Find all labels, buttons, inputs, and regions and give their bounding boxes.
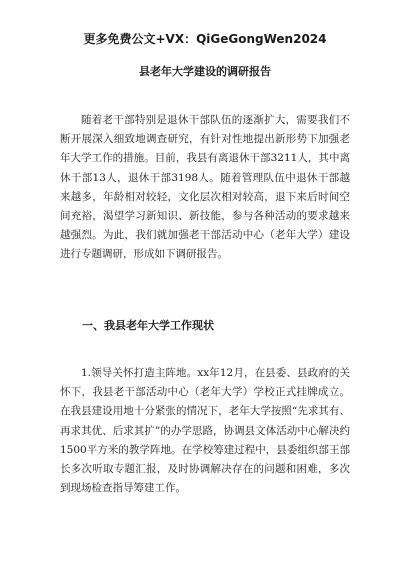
document-title: 县老年大学建设的调研报告 bbox=[139, 65, 271, 78]
section-heading: 一、我县老年大学工作现状 bbox=[82, 319, 214, 332]
promo-header: 更多免费公文+VX：QiGeGongWen2024 bbox=[83, 32, 327, 46]
intro-paragraph: 随着老干部特别是退休干部队伍的逐渐扩大，需要我们不断开展深入细致地调查研究，有针对性地提出新形势下加强老年大学工作的措施。目前，我县有离退休干部3211人，其中离休干部13人，退休干部3198人。随着管理队伍中退休干部越来越多，年龄相对较轻，文化层次相对较高，退下来后时间空间充裕，渴望学习新知识、新技能，参与各种活动的要求越来越强烈。为此，我们就加强老干部活动中心（老年大学）建设进行专题调研，形成如下调研报告。 bbox=[60, 114, 350, 261]
section-paragraph: 1.领导关怀打造主阵地。xx年12月，在县委、县政府的关怀下，我县老干部活动中心（老年大学）学校正式挂牌成立。在我县建设用地十分紧张的情况下，老年大学按照“先求其有、再求其优、后求其扩”的办学思路，协调县文体活动中心解决约1500平方米的教学阵地。在学校筹建过程中，县委组织部王部长多次听取专题汇报，及时协调解决存在的问题和困难，多次到现场检查指导筹建工作。 bbox=[60, 367, 350, 495]
